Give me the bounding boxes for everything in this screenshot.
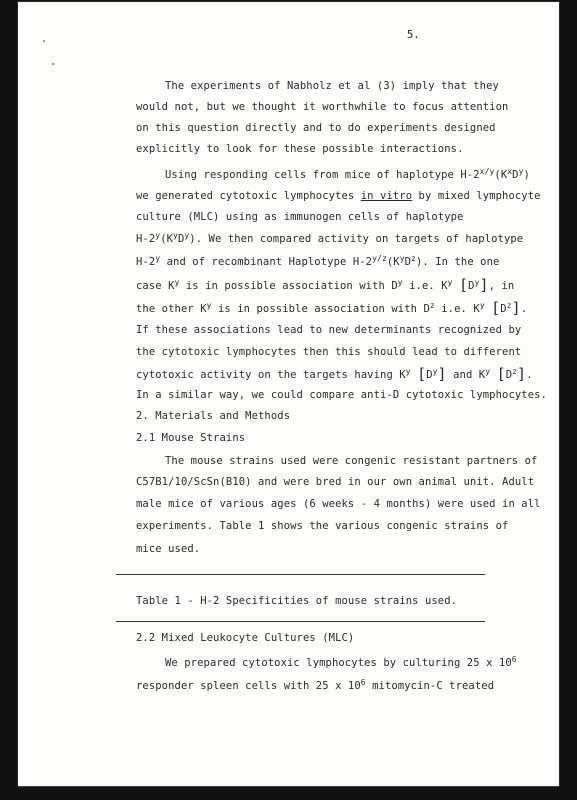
paragraph-1-line: The experiments of Nabholz et al (3) imply that they bbox=[165, 80, 499, 92]
paper-speck bbox=[43, 40, 45, 42]
paragraph-4-line: responder spleen cells with 25 x $10^6$ mitomycin-C treated bbox=[136, 678, 495, 692]
paper-speck bbox=[52, 63, 54, 65]
paragraph-2-line: Using responding cells from mice of haplotype $H-2^{x/y}(K^xD^y)$ bbox=[165, 167, 530, 181]
paragraph-3-line: The mouse strains used were congenic resistant partners of bbox=[165, 455, 538, 467]
subsection-heading: 2.2 Mixed Leukocyte Cultures (MLC) bbox=[136, 632, 355, 644]
table-rule-bottom bbox=[116, 621, 485, 622]
page-number: 5. bbox=[407, 29, 420, 41]
paragraph-1-line: would not, but we thought it worthwhile to focus attention bbox=[136, 101, 509, 113]
paragraph-2-line: cytotoxic activity on the targets having $K^y$ $[D^y]$ and $K^y$ $[D^z]$. bbox=[136, 365, 533, 383]
page-bottom-edge bbox=[18, 786, 559, 787]
paragraph-2-line: If these associations lead to new determinants recognized by bbox=[136, 324, 522, 336]
paragraph-3-line: male mice of various ages (6 weeks - 4 months) were used in all bbox=[136, 498, 541, 510]
in-vitro-underlined: in vitro bbox=[360, 190, 413, 202]
table-rule-top bbox=[116, 574, 485, 575]
paragraph-2-line: culture (MLC) using as immunogen cells of haplotype bbox=[136, 211, 464, 223]
paragraph-1-line: on this question directly and to do experiments designed bbox=[136, 122, 496, 134]
paragraph-2-line: In a similar way, we could compare anti-D cytotoxic lymphocytes. bbox=[136, 389, 547, 401]
paragraph-2-line: we generated cytotoxic lymphocytes in vitro by mixed lymphocyte bbox=[136, 190, 541, 202]
paragraph-2-line: the other $K^y$ is in possible association with $D^z$ i.e. $K^y$ $[D^z]$. bbox=[136, 299, 528, 317]
paragraph-3-line: C57B1/10/ScSn(B10) and were bred in our own animal unit. Adult bbox=[136, 476, 535, 488]
paragraph-1-line: explicitly to look for these possible interactions. bbox=[136, 143, 464, 155]
paragraph-2-line: case $K^y$ is in possible association with $D^y$ i.e. $K^y$ $[D^y]$, in bbox=[136, 276, 515, 294]
paragraph-2-line: $H-2^y(K^yD^y)$. We then compared activity on targets of haplotype bbox=[136, 231, 524, 245]
table-caption: Table 1 - H-2 Specificities of mouse strains used. bbox=[136, 595, 458, 607]
section-heading: 2. Materials and Methods bbox=[136, 410, 291, 422]
paragraph-3-line: mice used. bbox=[136, 543, 201, 555]
paragraph-2-line: H-2$^y$ and of recombinant Haplotype $H-2^{y/z}(K^yD^z)$. In the one bbox=[136, 254, 500, 268]
subsection-heading: 2.1 Mouse Strains bbox=[136, 432, 246, 444]
paragraph-4-line: We prepared cytotoxic lymphocytes by culturing 25 x $10^6$ bbox=[165, 655, 517, 669]
paragraph-2-line: the cytotoxic lymphocytes then this should lead to different bbox=[136, 346, 522, 358]
paragraph-3-line: experiments. Table 1 shows the various congenic strains of bbox=[136, 520, 509, 532]
